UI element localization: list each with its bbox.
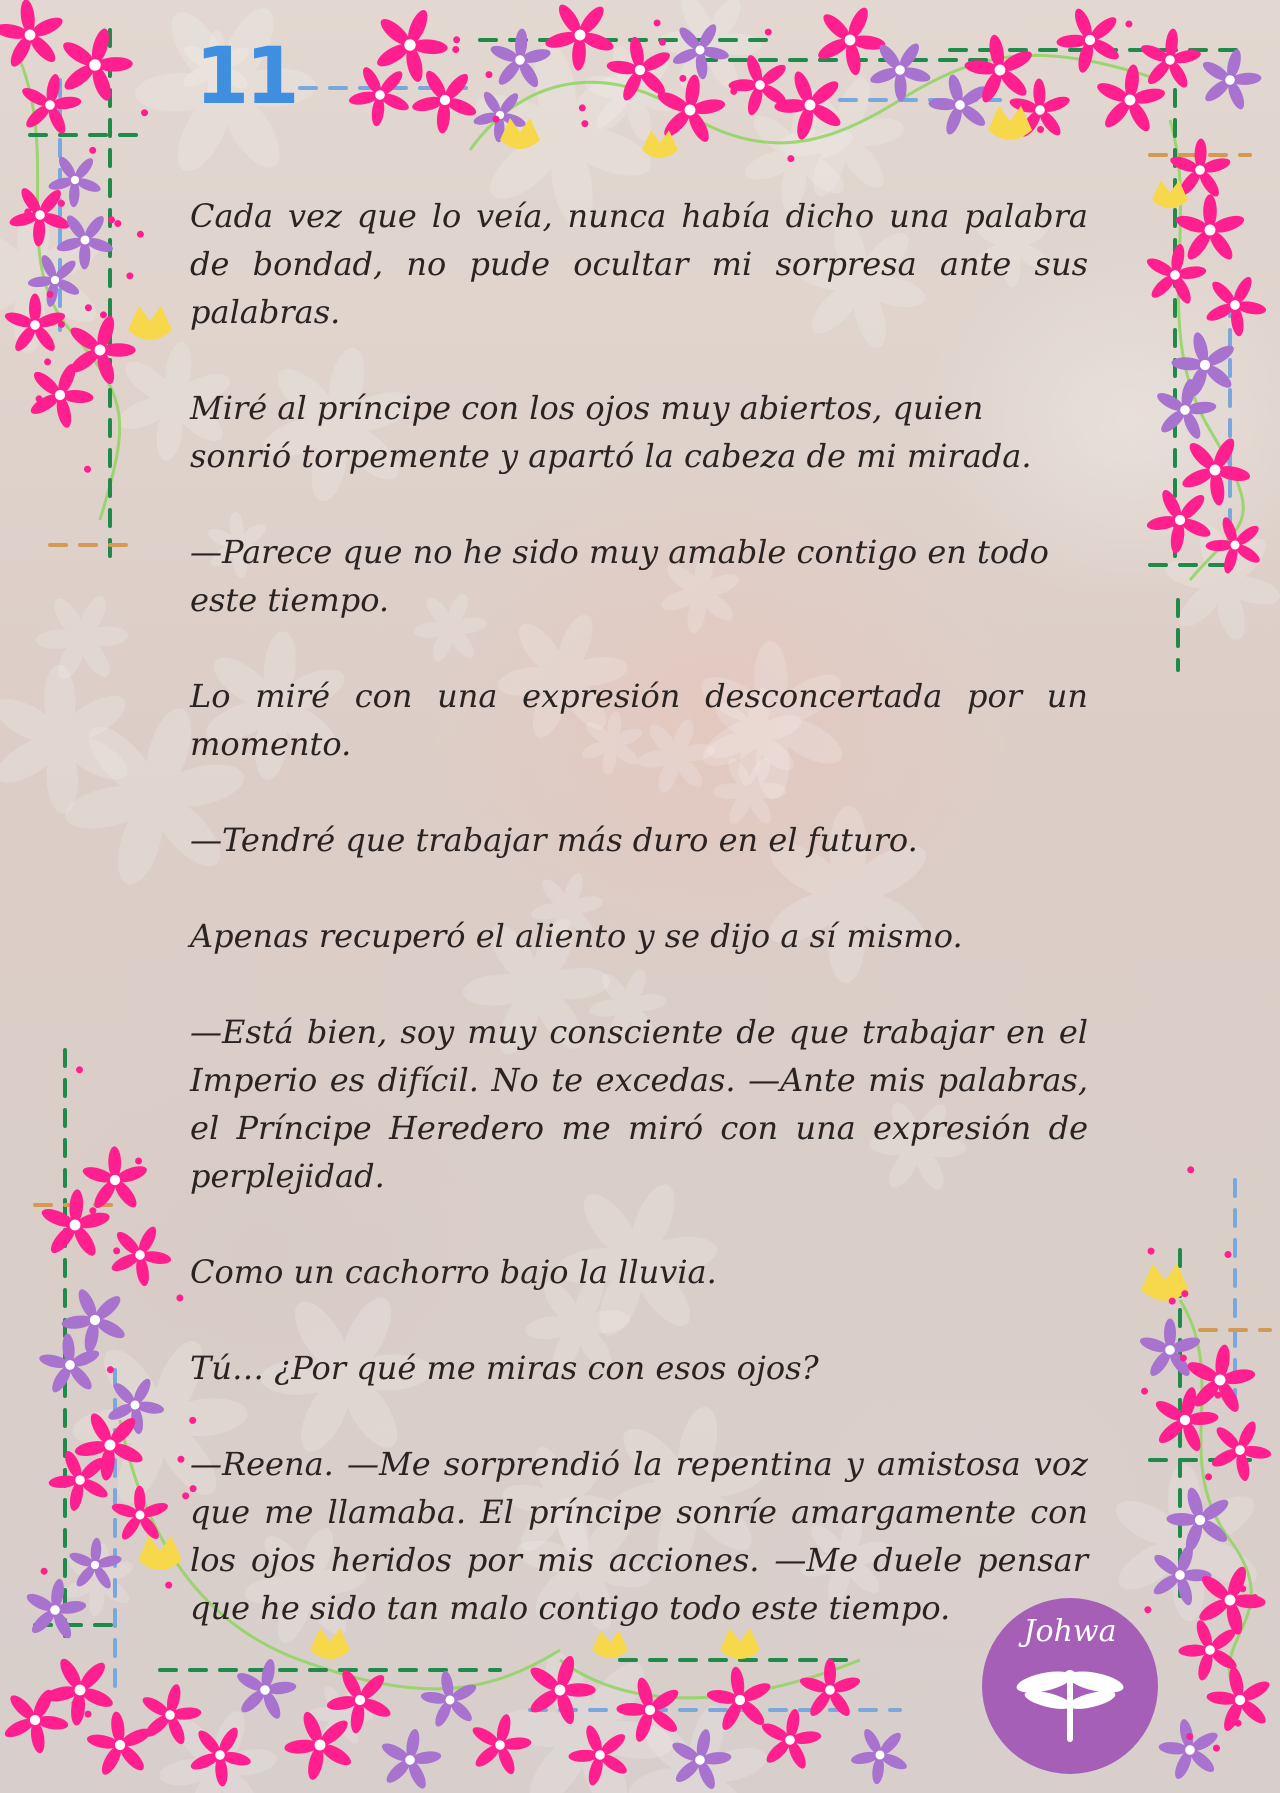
paragraph-6: Apenas recuperó el aliento y se dijo a sí mismo. <box>190 917 963 955</box>
paragraph-2: Miré al príncipe con los ojos muy abiertos, quien sonrió torpemente y apartó la cabeza de mi mirada. <box>190 389 1032 475</box>
paragraph-3: —Parece que no he sido muy amable contigo en todo este tiempo. <box>190 533 1049 619</box>
paragraph-1: Cada vez que lo veía, nunca había dicho una palabra de bondad, no pude ocultar mi sorpresa ante sus palabras. <box>190 197 1088 331</box>
paragraph-4: Lo miré con una expresión desconcertada por un momento. <box>190 677 1088 763</box>
paragraph-5: —Tendré que trabajar más duro en el futuro. <box>190 821 918 859</box>
dragonfly-icon <box>1010 1656 1130 1746</box>
paragraph-8: Como un cachorro bajo la lluvia. <box>190 1253 717 1291</box>
chapter-number: 11 <box>195 32 296 122</box>
story-text <box>190 192 1088 1680</box>
paragraph-9: Tú… ¿Por qué me miras con esos ojos? <box>190 1349 819 1387</box>
logo-text: Johwa <box>1023 1614 1117 1649</box>
paragraph-7: —Está bien, soy muy consciente de que trabajar en el Imperio es difícil. No te excedas. —Ante mis palabras, el Príncipe Heredero me miró con una expresión de perplejidad. <box>190 1013 1088 1195</box>
johwa-logo <box>982 1598 1158 1774</box>
paragraph-10: —Reena. —Me sorprendió la repentina y amistosa voz que me llamaba. El príncipe sonríe amargamente con los ojos heridos por mis acciones. —Me duele pensar que he sido tan malo contigo todo este tiempo. <box>190 1445 1088 1627</box>
